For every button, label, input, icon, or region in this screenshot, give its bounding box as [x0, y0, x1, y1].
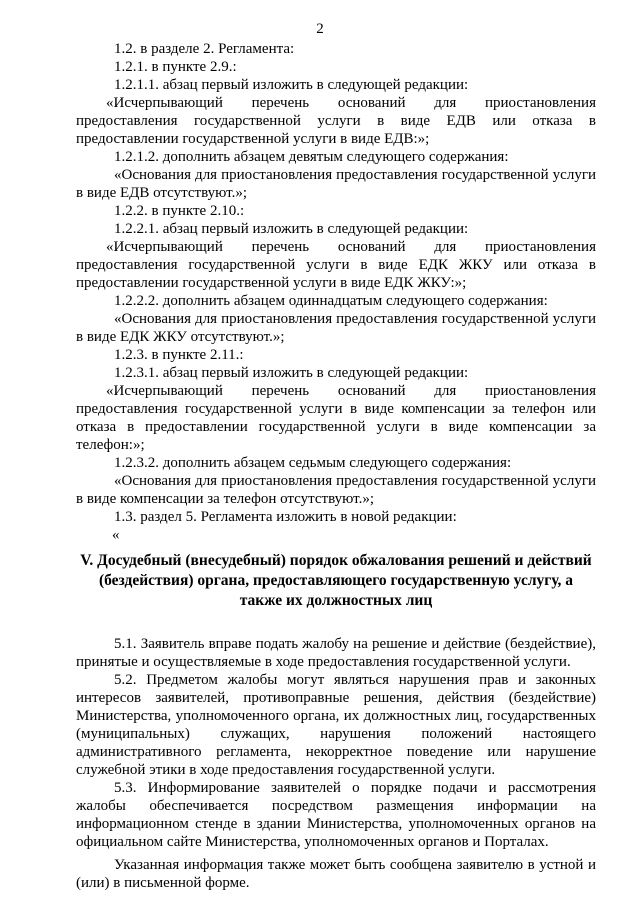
quoted-text: «Исчерпывающий перечень оснований для приостановления предоставления государственной услуги в виде компенсации за телефон или отказа в предоставлении государственной услуги в виде компенсации за телефон:»; — [76, 383, 596, 453]
amendment-item: 1.2.2.1. абзац первый изложить в следующей редакции: — [114, 221, 469, 237]
amendment-item: 1.2.2. в пункте 2.10.: — [114, 203, 245, 219]
regulation-paragraph: Указанная информация также может быть сообщена заявителю в устной и (или) в письменной форме. — [76, 857, 596, 891]
quoted-text: «Основания для приостановления предоставления государственной услуги в виде ЕДВ отсутствуют.»; — [76, 167, 596, 201]
quoted-text: «Исчерпывающий перечень оснований для приостановления предоставления государственной услуги в виде ЕДК ЖКУ или отказа в предоставлении государственной услуги в виде ЕДК ЖКУ:»; — [76, 239, 596, 291]
amendment-item: 1.3. раздел 5. Регламента изложить в новой редакции: — [114, 509, 457, 525]
amendment-item: 1.2.1. в пункте 2.9.: — [114, 59, 237, 75]
document-body — [76, 40, 596, 892]
quoted-text: «Исчерпывающий перечень оснований для приостановления предоставления государственной услуги в виде ЕДВ или отказа в предоставлении государственной услуги в виде ЕДВ:»; — [76, 95, 596, 147]
amendment-item: 1.2.1.1. абзац первый изложить в следующей редакции: — [114, 77, 469, 93]
regulation-paragraph: 5.1. Заявитель вправе подать жалобу на решение и действие (бездействие), принятые и осуществляемые в ходе предоставления государственной услуги. — [76, 636, 596, 670]
amendment-item: 1.2. в разделе 2. Регламента: — [114, 41, 295, 57]
amendment-item: 1.2.2.2. дополнить абзацем одиннадцатым следующего содержания: — [114, 293, 548, 309]
page-number: 2 — [316, 21, 324, 37]
amendment-item: 1.2.3.1. абзац первый изложить в следующей редакции: — [114, 365, 469, 381]
section-heading: V. Досудебный (внесудебный) порядок обжалования решений и действий (бездействия) органа, предоставляющего государственную услугу, а также их должностных лиц — [80, 552, 592, 609]
regulation-paragraph: 5.2. Предметом жалобы могут являться нарушения прав и законных интересов заявителей, противоправные решения, действия (бездействие) Министерства, уполномоченного органа, их должностных лиц, государственных (муниципальных) служащих, нарушения положений настоящего административного регламента, некорректное поведение или нарушение служебной этики в ходе предоставления государственной услуги. — [76, 672, 596, 778]
amendment-item: 1.2.1.2. дополнить абзацем девятым следующего содержания: — [114, 149, 509, 165]
regulation-paragraph: 5.3. Информирование заявителей о порядке подачи и рассмотрения жалобы обеспечивается посредством размещения информации на информационном стенде в здании Министерства, уполномоченных органов на официальном сайте Министерства, уполномоченных органов и Порталах. — [76, 780, 596, 850]
opening-quote: « — [112, 527, 120, 543]
amendment-item: 1.2.3.2. дополнить абзацем седьмым следующего содержания: — [114, 455, 512, 471]
quoted-text: «Основания для приостановления предоставления государственной услуги в виде ЕДК ЖКУ отсутствуют.»; — [76, 311, 596, 345]
amendment-item: 1.2.3. в пункте 2.11.: — [114, 347, 244, 363]
quoted-text: «Основания для приостановления предоставления государственной услуги в виде компенсации за телефон отсутствуют.»; — [76, 473, 596, 507]
